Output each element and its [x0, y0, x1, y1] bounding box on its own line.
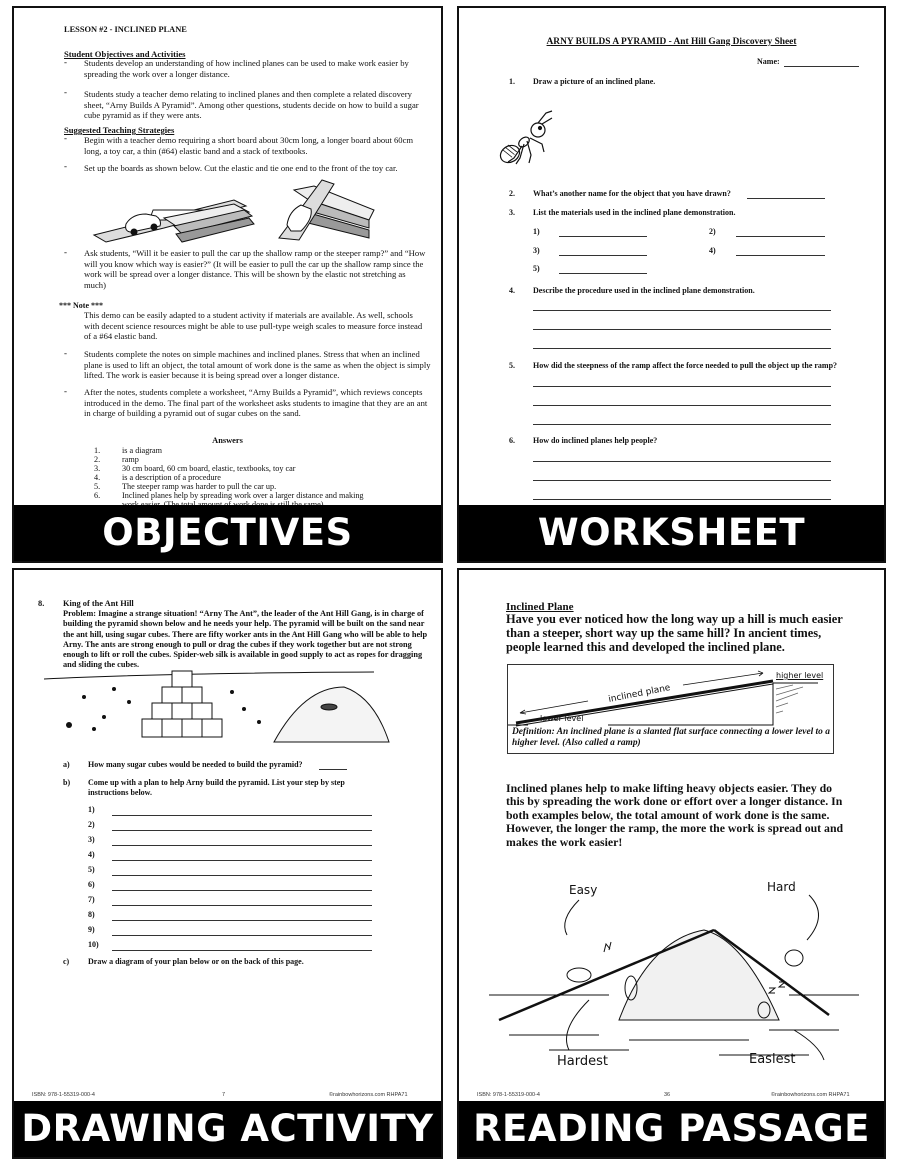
- material-label: 5): [533, 264, 540, 273]
- worksheet-panel: [457, 6, 886, 563]
- strategy-item: Set up the boards as shown below. Cut the elastic and tie one end to the front of the toy car.: [84, 163, 398, 173]
- question-number: 4.: [509, 286, 515, 295]
- question-number: 3.: [509, 208, 515, 217]
- definition-diagram: [507, 664, 834, 754]
- hardest-label: Hardest: [557, 1054, 608, 1069]
- name-field[interactable]: [784, 66, 859, 67]
- question-number: 8.: [38, 599, 45, 608]
- passage-body: Inclined planes help to make lifting heavy objects easier. They do this by spreading the work done or effort over a longer distance. In both examples below, the total amount of work done is the same. However, the longer the ramp, the more the work is spread out and makes the work easier!: [506, 781, 844, 849]
- bullet-dash: -: [64, 386, 67, 396]
- step-line[interactable]: [112, 920, 372, 921]
- step-label: 9): [88, 925, 95, 934]
- step-label: 6): [88, 880, 95, 889]
- question-text: Draw a picture of an inclined plane.: [533, 77, 656, 86]
- reading-passage-panel: [457, 568, 886, 1159]
- worksheet-band: WORKSHEET: [459, 505, 884, 561]
- strategies-heading: Suggested Teaching Strategies: [64, 125, 175, 135]
- answer-line[interactable]: [533, 386, 831, 387]
- step-line[interactable]: [112, 875, 372, 876]
- step-line[interactable]: [112, 860, 372, 861]
- part-label: a): [63, 760, 70, 769]
- part-label: c): [63, 957, 70, 966]
- answer-line[interactable]: [533, 480, 831, 481]
- material-label: 2): [709, 227, 716, 236]
- answer-line[interactable]: [533, 461, 831, 462]
- worksheet-title: ARNY BUILDS A PYRAMID - Ant Hill Gang Discovery Sheet: [546, 37, 797, 47]
- lesson-title: LESSON #2 - INCLINED PLANE: [64, 25, 187, 34]
- easy-label: Easy: [569, 883, 598, 897]
- objectives-heading: Student Objectives and Activities: [64, 49, 186, 59]
- isbn-footer: ISBN: 978-1-55319-000-4: [32, 1092, 95, 1098]
- answers-heading: Answers: [212, 436, 243, 445]
- step-line[interactable]: [112, 935, 372, 936]
- step-line[interactable]: [112, 905, 372, 906]
- passage-intro: Have you ever noticed how the long way up a hill is much easier than a steeper, short way up the same hill? In ancient times, people learned this and developed the inclined plane.: [506, 612, 843, 654]
- part-b-question: Come up with a plan to help Arny build the pyramid. List your step by step instructions below.: [88, 778, 345, 797]
- problem-text: Problem: Imagine a strange situation! “Arny The Ant”, the leader of the Ant Hill Gang, is in charge of building the pyramid shown below and he needs your help. The pyramid will be built on the sand near the ant hill, using sugar cubes. There are fifty worker ants in the Ant Hill Gang who will be able to help Arny. The ants are strong enough to pull or drag the cubes if they work together but are not strong enough to lift or roll the cubes. Spider-web silk is available in good supply to act as ropes for dragging and sliding the cubes.: [63, 609, 428, 670]
- step-line[interactable]: [112, 890, 372, 891]
- lower-level-label: lower level: [540, 714, 584, 723]
- material-line[interactable]: [736, 236, 825, 237]
- objectives-band: OBJECTIVES: [14, 505, 441, 561]
- step-label: 10): [88, 940, 99, 949]
- strategy-item: Ask students, “Will it be easier to pull the car up the shallow ramp or the steeper ramp?” and “How will you know which way is easier?” (It will be easier to pull the car up the shallow ramp since the work will be spread over a longer distance. This will be shown by the elastic not stretching as much): [84, 248, 426, 290]
- bullet-dash: -: [64, 348, 67, 358]
- answer-line[interactable]: [533, 499, 831, 500]
- answer-line[interactable]: [533, 348, 831, 349]
- ant-illustration: [494, 108, 559, 173]
- step-label: 3): [88, 835, 95, 844]
- bullet-dash: -: [64, 161, 67, 171]
- copyright-footer: ©rainbowhorizons.com RHPA71: [771, 1092, 850, 1098]
- question-number: 5.: [509, 361, 515, 370]
- question-number: 6.: [509, 436, 515, 445]
- bullet-dash: -: [64, 57, 67, 67]
- material-label: 3): [533, 246, 540, 255]
- material-label: 1): [533, 227, 540, 236]
- strategy-item: Students complete the notes on simple machines and inclined planes. Stress that when an inclined plane is used to lift an object, the total amount of work done is the same as when the object is simply lifted. The work is easier because it is being spread over a longer distance.: [84, 349, 431, 381]
- part-a-question: How many sugar cubes would be needed to build the pyramid?: [88, 760, 303, 769]
- material-line[interactable]: [736, 255, 825, 256]
- objective-item: Students develop an understanding of how inclined planes can be used to make work easier by spreading the work over a longer distance.: [84, 58, 409, 79]
- material-line[interactable]: [559, 255, 647, 256]
- higher-level-label: higher level: [776, 671, 824, 680]
- step-label: 2): [88, 820, 95, 829]
- definition-text: Definition: An inclined plane is a slanted flat surface connecting a lower level to a higher level. (Also called a ramp): [512, 727, 830, 748]
- question-number: 1.: [509, 77, 515, 86]
- question-number: 2.: [509, 189, 515, 198]
- name-label: Name:: [757, 57, 780, 66]
- page-number: 7: [222, 1092, 226, 1098]
- reading-passage-band: READING PASSAGE: [459, 1101, 884, 1157]
- bullet-dash: -: [64, 87, 67, 97]
- step-label: 4): [88, 850, 95, 859]
- question-text: How did the steepness of the ramp affect the force needed to pull the object up the ramp?: [533, 361, 838, 370]
- isbn-footer: ISBN: 978-1-55319-000-4: [477, 1092, 540, 1098]
- question-text: What’s another name for the object that you have drawn?: [533, 189, 731, 198]
- question-text: How do inclined planes help people?: [533, 436, 658, 445]
- objective-item: Students study a teacher demo relating to inclined planes and then complete a related discovery sheet, “Arny Builds A Pyramid”. Among other questions, students decide on how to build a sugar cube pyramid as if they were ants.: [84, 89, 419, 121]
- step-line[interactable]: [112, 950, 372, 951]
- material-line[interactable]: [559, 273, 647, 274]
- inclined-plane-label: inclined plane: [607, 683, 672, 705]
- answer-line[interactable]: [533, 329, 831, 330]
- ant-hill-illustration: [489, 870, 859, 1070]
- passage-heading: Inclined Plane: [506, 601, 574, 613]
- drawing-activity-panel: [12, 568, 443, 1159]
- ramp-demo-illustration: [84, 180, 374, 245]
- question-text: Describe the procedure used in the inclined plane demonstration.: [533, 286, 755, 295]
- step-line[interactable]: [112, 845, 372, 846]
- part-label: b): [63, 778, 71, 787]
- strategy-item: After the notes, students complete a worksheet, “Arny Builds a Pyramid”, which reviews concepts introduced in the demo. The final part of the worksheet asks students to imagine that they are an ant in charge of building a pyramid out of sugar cubes on the sand.: [84, 387, 428, 419]
- hard-label: Hard: [767, 880, 796, 894]
- answer-line[interactable]: [533, 405, 831, 406]
- material-line[interactable]: [559, 236, 647, 237]
- step-line[interactable]: [112, 830, 372, 831]
- drawing-activity-band: DRAWING ACTIVITY: [14, 1101, 441, 1157]
- step-label: 1): [88, 805, 95, 814]
- page-number: 36: [664, 1092, 671, 1098]
- note-heading: *** Note ***: [59, 301, 103, 310]
- question-text: List the materials used in the inclined plane demonstration.: [533, 208, 736, 217]
- step-label: 8): [88, 910, 95, 919]
- objectives-panel: LESSON #2 - INCLINED PLANE Student Objectives and Activities - Students develop an understanding of how inclined planes can be used to make work easier by spreading the work over a longer distance. - Students study a teacher demo relating to inclined planes and then complete a related discovery sheet, “Arny Builds A Pyramid”. Among other questions, students decide on how to build a sugar cube pyramid as if they were ants. Suggested Teaching Strategies - Begin with a teacher demo requiring a short board about 30cm long, a longer board about 60cm long, a toy car, a thin (#64) elastic band and a stack of textbooks. - Set up the boards as shown below. Cut the elastic and tie one end to the front of the toy car. - Ask students, “Will it be easier to pull the car up the shallow ramp or the steeper ramp?” and “How will you know which way is easier?” (It will be easier to pull the car up the shallow ramp since the work will be spread over a longer distance. This will be shown by the elastic not stretching as much) *** Note *** This demo can be easily adapted to a student activity if materials are available. As well, schools with decent science resources might be able to use pull-type weigh scales to measure force instead of a #64 elastic band. - Students complete the notes on simple machines and inclined planes. Stress that when an inclined plane is used to lift an object, the total amount of work done is the same as when the object is simply lifted. The work is easier because it is being spread over a longer distance. - After the notes, students complete a worksheet, “Arny Builds a Pyramid”, which reviews concepts introduced in the demo. The final part of the worksheet asks students to imagine that they are an ant in charge of building a pyramid out of sugar cubes on the sand. Answers 1. is a diagram 2. ramp 3. 30 cm board, 60 cm board, elastic, textbooks, toy car 4. is a description of a procedure 5. The steeper ramp was harder to pull the car up. 6. Inclined planes help by spreading work over a larger distance and making OBJECTIVES: [12, 6, 443, 563]
- copyright-footer: ©rainbowhorizons.com RHPA71: [329, 1092, 408, 1098]
- step-label: 5): [88, 865, 95, 874]
- cube-count-answer-line[interactable]: [319, 769, 347, 770]
- strategy-item: Begin with a teacher demo requiring a short board about 30cm long, a longer board about 60cm long, a toy car, a thin (#64) elastic band and a stack of textbooks.: [84, 135, 414, 156]
- part-c-question: Draw a diagram of your plan below or on the back of this page.: [88, 957, 304, 966]
- easiest-label: Easiest: [749, 1052, 796, 1067]
- bullet-dash: -: [64, 247, 67, 257]
- answer-line[interactable]: [533, 310, 831, 311]
- pyramid-illustration: [44, 667, 414, 747]
- answer-line[interactable]: [747, 198, 825, 199]
- step-label: 7): [88, 895, 95, 904]
- answer-line[interactable]: [533, 424, 831, 425]
- problem-title: King of the Ant Hill: [63, 599, 134, 608]
- note-text: This demo can be easily adapted to a student activity if materials are available. As well, schools with decent science resources might be able to use pull-type weigh scales to measure force instead of a #64 elastic band.: [84, 310, 423, 342]
- bullet-dash: -: [64, 133, 67, 143]
- material-label: 4): [709, 246, 716, 255]
- step-line[interactable]: [112, 815, 372, 816]
